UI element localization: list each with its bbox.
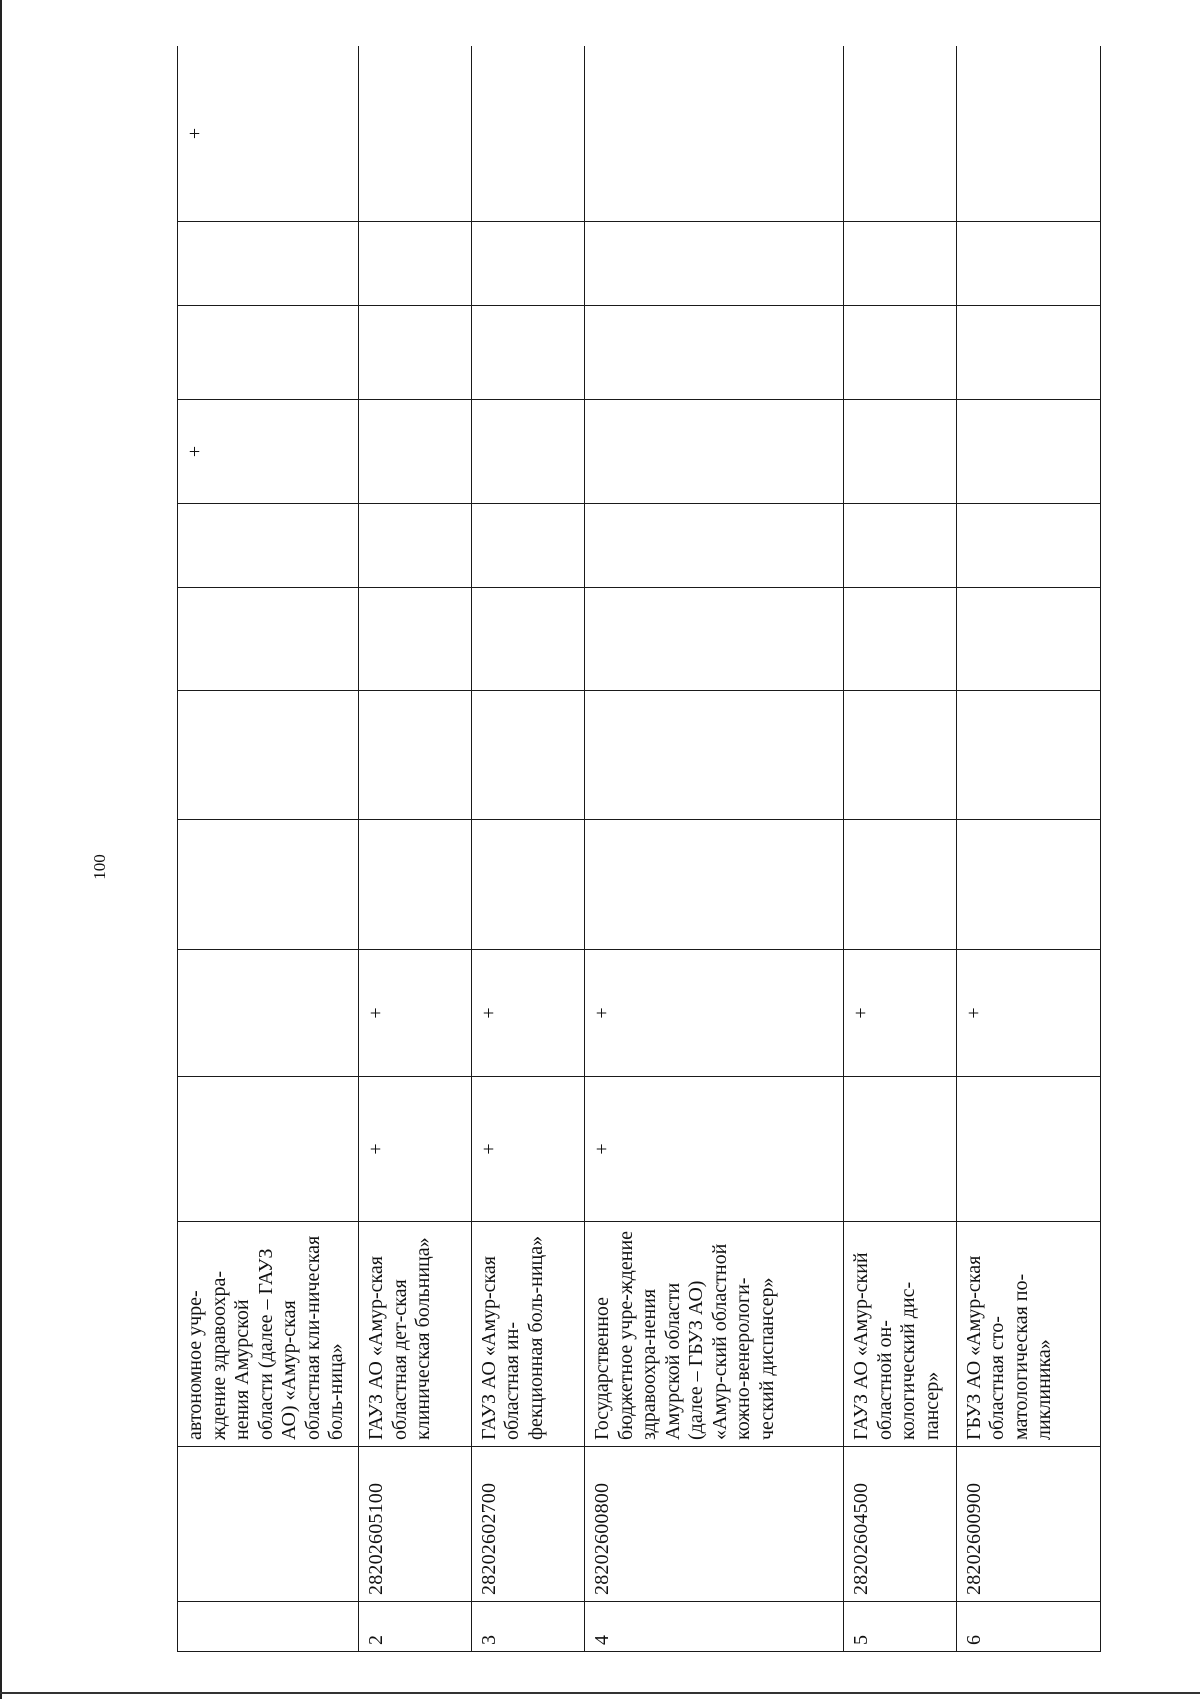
- mark-cell: [956, 691, 1100, 820]
- row-number-cell: 6: [956, 1602, 1100, 1652]
- mark-cell: [956, 222, 1100, 306]
- mark-cell: [471, 400, 585, 504]
- mark-cell: [471, 504, 585, 588]
- mark-cell: +: [178, 400, 359, 504]
- table-row: [178, 46, 359, 1652]
- scan-edge-left: [0, 0, 2, 1699]
- mark-cell: [844, 820, 957, 950]
- mark-cell: [844, 46, 957, 222]
- mark-cell: +: [956, 950, 1100, 1077]
- mark-cell: [844, 691, 957, 820]
- table-row: [844, 46, 957, 1652]
- mark-cell: [585, 400, 844, 504]
- org-name-cell: Государственное бюджетное учре-ждение здравоохра-нения Амурской области (далее – ГБУЗ АО) «Амур-ский областной кожно-венерологи-ческий диспансер»: [585, 1222, 844, 1447]
- mark-cell: [471, 222, 585, 306]
- mark-cell: [359, 588, 472, 691]
- org-code-cell: 28202602700: [471, 1447, 585, 1602]
- mark-cell: [844, 222, 957, 306]
- mark-cell: [585, 222, 844, 306]
- row-number-cell: 5: [844, 1602, 957, 1652]
- mark-cell: [956, 1077, 1100, 1222]
- mark-cell: [178, 950, 359, 1077]
- org-name-cell: ГАУЗ АО «Амур-ская областная дет-ская клиническая больница»: [359, 1222, 472, 1447]
- org-code-cell: 28202600900: [956, 1447, 1100, 1602]
- mark-cell: [844, 1077, 957, 1222]
- org-code-cell: 28202605100: [359, 1447, 472, 1602]
- row-number-cell: [178, 1602, 359, 1652]
- mark-cell: [359, 222, 472, 306]
- mark-cell: [844, 504, 957, 588]
- organizations-table: [177, 46, 1101, 1652]
- mark-cell: [956, 306, 1100, 400]
- org-code-cell: [178, 1447, 359, 1602]
- org-code-cell: 28202604500: [844, 1447, 957, 1602]
- table-container: [177, 46, 1101, 1652]
- mark-cell: [585, 820, 844, 950]
- mark-cell: +: [585, 950, 844, 1077]
- org-code-cell: 28202600800: [585, 1447, 844, 1602]
- mark-cell: [471, 588, 585, 691]
- mark-cell: [471, 820, 585, 950]
- org-name-cell: автономное учре-ждение здравоохра-нения Амурской области (далее – ГАУЗ АО) «Амур-ская областная кли-ническая боль-ница»: [178, 1222, 359, 1447]
- mark-cell: [471, 306, 585, 400]
- mark-cell: [178, 691, 359, 820]
- mark-cell: [359, 820, 472, 950]
- mark-cell: [956, 400, 1100, 504]
- mark-cell: [956, 504, 1100, 588]
- table-row: [956, 46, 1100, 1652]
- mark-cell: +: [471, 950, 585, 1077]
- mark-cell: [178, 504, 359, 588]
- org-name-cell: ГАУЗ АО «Амур-ский областной он-кологический дис-пансер»: [844, 1222, 957, 1447]
- mark-cell: [178, 1077, 359, 1222]
- mark-cell: [844, 306, 957, 400]
- mark-cell: [359, 691, 472, 820]
- rotated-table-frame: [177, 46, 1101, 1652]
- mark-cell: [178, 222, 359, 306]
- mark-cell: +: [359, 1077, 472, 1222]
- org-name-cell: ГАУЗ АО «Амур-ская областная ин-фекционная боль-ница»: [471, 1222, 585, 1447]
- mark-cell: [585, 691, 844, 820]
- table-row: [359, 46, 472, 1652]
- mark-cell: [178, 588, 359, 691]
- row-number-cell: 3: [471, 1602, 585, 1652]
- mark-cell: [471, 46, 585, 222]
- mark-cell: [956, 588, 1100, 691]
- mark-cell: [956, 46, 1100, 222]
- mark-cell: [956, 820, 1100, 950]
- mark-cell: [585, 588, 844, 691]
- mark-cell: +: [585, 1077, 844, 1222]
- mark-cell: +: [359, 950, 472, 1077]
- mark-cell: [178, 820, 359, 950]
- mark-cell: [585, 306, 844, 400]
- page-number: 100: [90, 854, 109, 880]
- mark-cell: +: [471, 1077, 585, 1222]
- mark-cell: [471, 691, 585, 820]
- mark-cell: +: [844, 950, 957, 1077]
- mark-cell: [359, 306, 472, 400]
- table-row: [471, 46, 585, 1652]
- mark-cell: [585, 46, 844, 222]
- mark-cell: [359, 46, 472, 222]
- mark-cell: [585, 504, 844, 588]
- mark-cell: [178, 306, 359, 400]
- mark-cell: [844, 588, 957, 691]
- org-name-cell: ГБУЗ АО «Амур-ская областная сто-матологическая по-ликлиника»: [956, 1222, 1100, 1447]
- scan-edge-bottom: [0, 1692, 1200, 1694]
- mark-cell: [844, 400, 957, 504]
- table-row: [585, 46, 844, 1652]
- mark-cell: [359, 504, 472, 588]
- mark-cell: [359, 400, 472, 504]
- mark-cell: +: [178, 46, 359, 222]
- row-number-cell: 2: [359, 1602, 472, 1652]
- row-number-cell: 4: [585, 1602, 844, 1652]
